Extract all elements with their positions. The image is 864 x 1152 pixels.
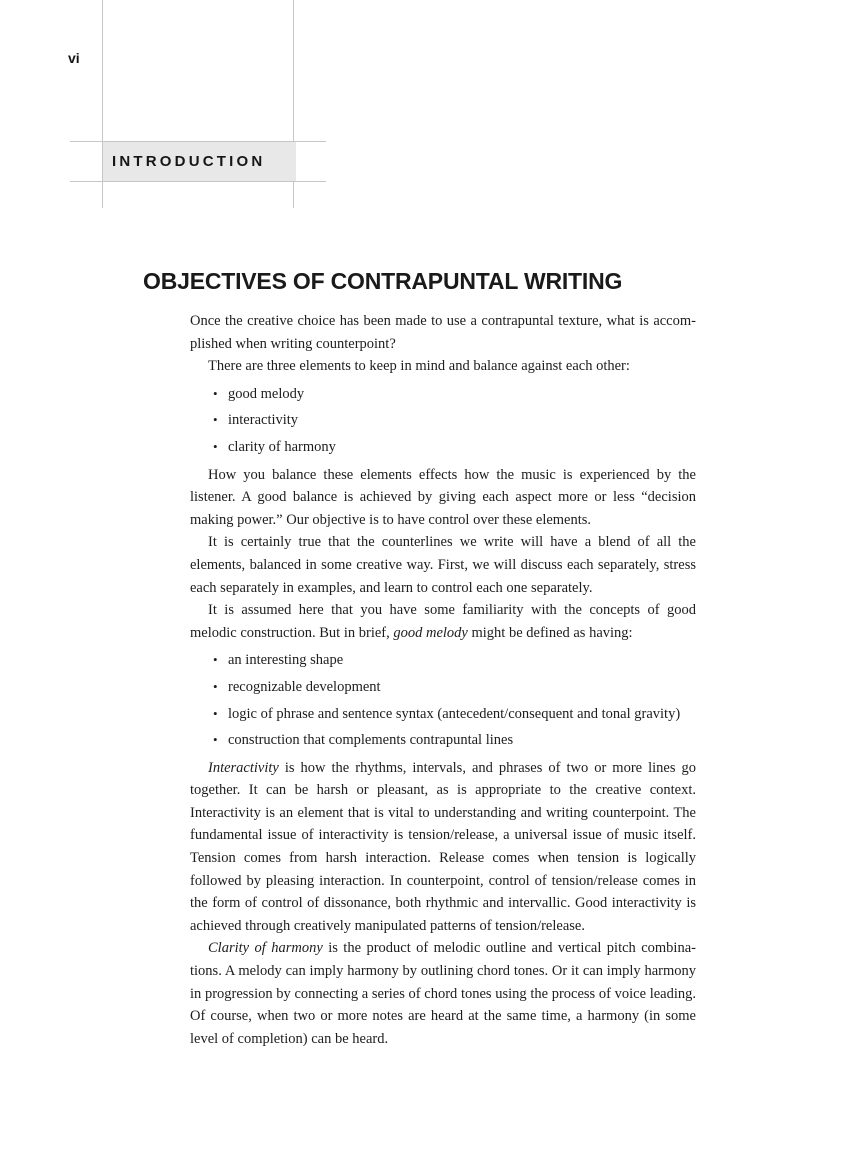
bullet-list-elements — [190, 383, 696, 459]
paragraph-text: might be defined as having: — [467, 624, 633, 641]
paragraph-balance: How you balance these elements effects how the music is experienced by the listener. A good balance is achieved by giving each aspect more or less “decision making power.” Our objective is to have control over these elements. — [190, 466, 696, 528]
running-head-rule-bottom — [70, 181, 326, 182]
paragraph-three-elements: There are three elements to keep in mind and balance against each other: — [208, 358, 630, 375]
list-item: • interactivity — [190, 409, 696, 432]
italic-term-clarity-of-harmony: Clarity of harmony — [208, 940, 323, 957]
bullet-list-good-melody — [190, 649, 696, 751]
paragraph-assumed — [190, 599, 696, 644]
page-number: vi — [68, 50, 80, 66]
paragraph-text: is the product of melodic outline and vertical pitch combinations. A melody can imply harmony by outlining chord tones. Or it can imply harmony in progression by connecting a series of chord tones using the process of voice leading. Of course, when two or more notes are heard at the same time, a harmony (in some level of completion) can be heard. — [190, 940, 696, 1047]
italic-term-good-melody: good melody — [393, 624, 468, 641]
section-heading: OBJECTIVES OF CONTRAPUNTAL WRITING — [143, 268, 623, 294]
running-head-band — [103, 142, 296, 181]
list-item: • construction that complements contrapuntal lines — [190, 729, 696, 752]
list-item: • recognizable development — [190, 676, 696, 699]
paragraph-text: is how the rhythms, intervals, and phrases of two or more lines go together. It can be harsh or pleasant, as is appropriate to the creative context. Interactivity is an element that is vital to understanding and writing counterpoint. The fundamental issue of interactivity is tension/release, a universal issue of music itself. Tension comes from harsh interaction. Release comes when tension is logically followed by pleasing interaction. In counterpoint, control of tension/release comes in the form of control of dissonance, both rhythmic and intervallic. Good interactivity is achieved through creatively manipulated patterns of tension/release. — [190, 759, 696, 934]
body-text — [190, 310, 696, 1050]
list-item: • clarity of harmony — [190, 436, 696, 459]
list-item: • an interesting shape — [190, 649, 696, 672]
italic-term-interactivity: Interactivity — [208, 759, 279, 776]
paragraph-text: It is assumed here that you have some familiarity with the concepts of good melodic construction. But in brief, — [190, 602, 696, 641]
paragraph-certainly: It is certainly true that the counterlines we write will have a blend of all the elements, balanced in some creative way. First, we will discuss each separately, stress each separately in examples, and learn to control each one separately. — [190, 534, 696, 596]
paragraph-once: Once the creative choice has been made to use a contrapuntal texture, what is accomplished when writing counterpoint? — [190, 313, 696, 352]
paragraph-clarity — [190, 937, 696, 1050]
list-item: • logic of phrase and sentence syntax (antecedent/consequent and tonal gravity) — [190, 703, 696, 726]
paragraph-interactivity — [190, 757, 696, 938]
list-item: • good melody — [190, 383, 696, 406]
page-content — [143, 268, 697, 1050]
running-head: INTRODUCTION — [112, 153, 266, 170]
